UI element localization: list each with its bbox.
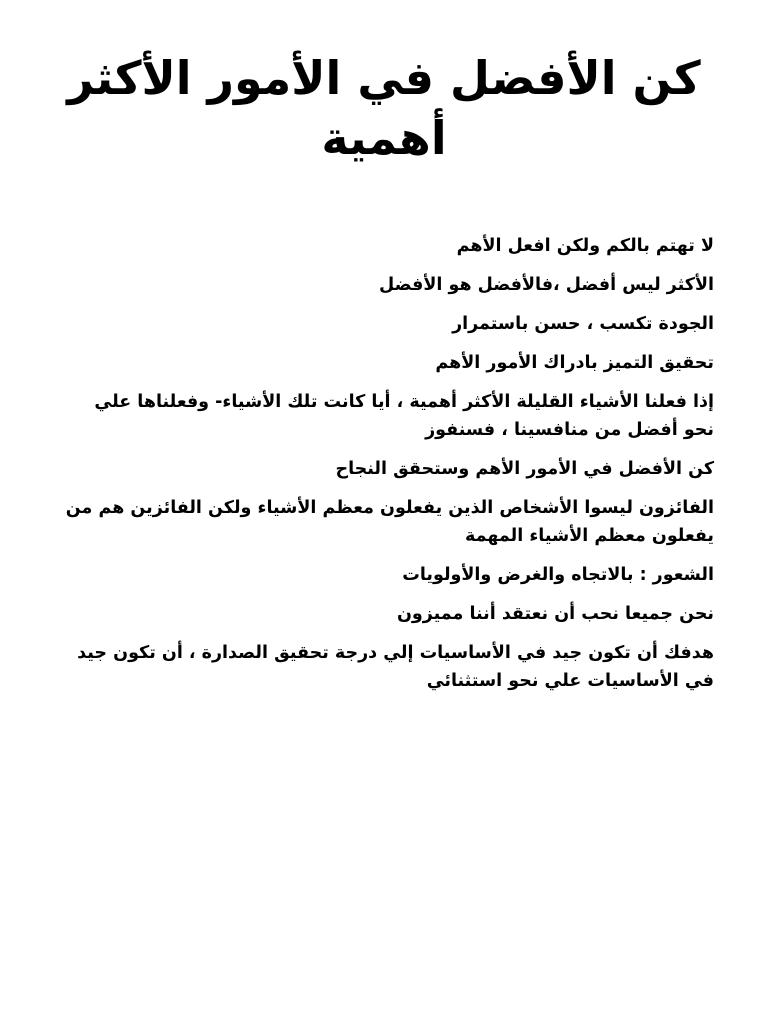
paragraph: هدفك أن تكون جيد في الأساسيات إلي درجة تحقيق الصدارة ، أن تكون جيد في الأساسيات علي نحو استثنائي xyxy=(77,643,714,691)
paragraph: تحقيق التميز بادراك الأمور الأهم xyxy=(435,353,714,373)
paragraph: الفائزون ليسوا الأشخاص الذين يفعلون معظم الأشياء ولكن الفائزين هم من يفعلون معظم الأشياء المهمة xyxy=(65,498,714,546)
paragraph: الجودة تكسب ، حسن باستمرار xyxy=(452,314,714,334)
paragraph: الأكثر ليس أفضل ،فالأفضل هو الأفضل xyxy=(379,275,714,295)
paragraph: نحن جميعا نحب أن نعتقد أننا مميزون xyxy=(396,604,714,624)
page-title: كن الأفضل في الأمور الأكثر أهمية xyxy=(67,51,701,165)
paragraph: إذا فعلنا الأشياء القليلة الأكثر أهمية ، أيا كانت تلك الأشياء- وفعلناها علي نحو أفضل من منافسينا ، فسنفوز xyxy=(94,392,714,440)
document-body xyxy=(64,232,714,706)
paragraph: الشعور : بالاتجاه والغرض والأولويات xyxy=(402,565,714,585)
paragraph: كن الأفضل في الأمور الأهم وستحقق النجاح xyxy=(335,459,714,479)
paragraph: لا تهتم بالكم ولكن افعل الأهم xyxy=(456,236,714,256)
